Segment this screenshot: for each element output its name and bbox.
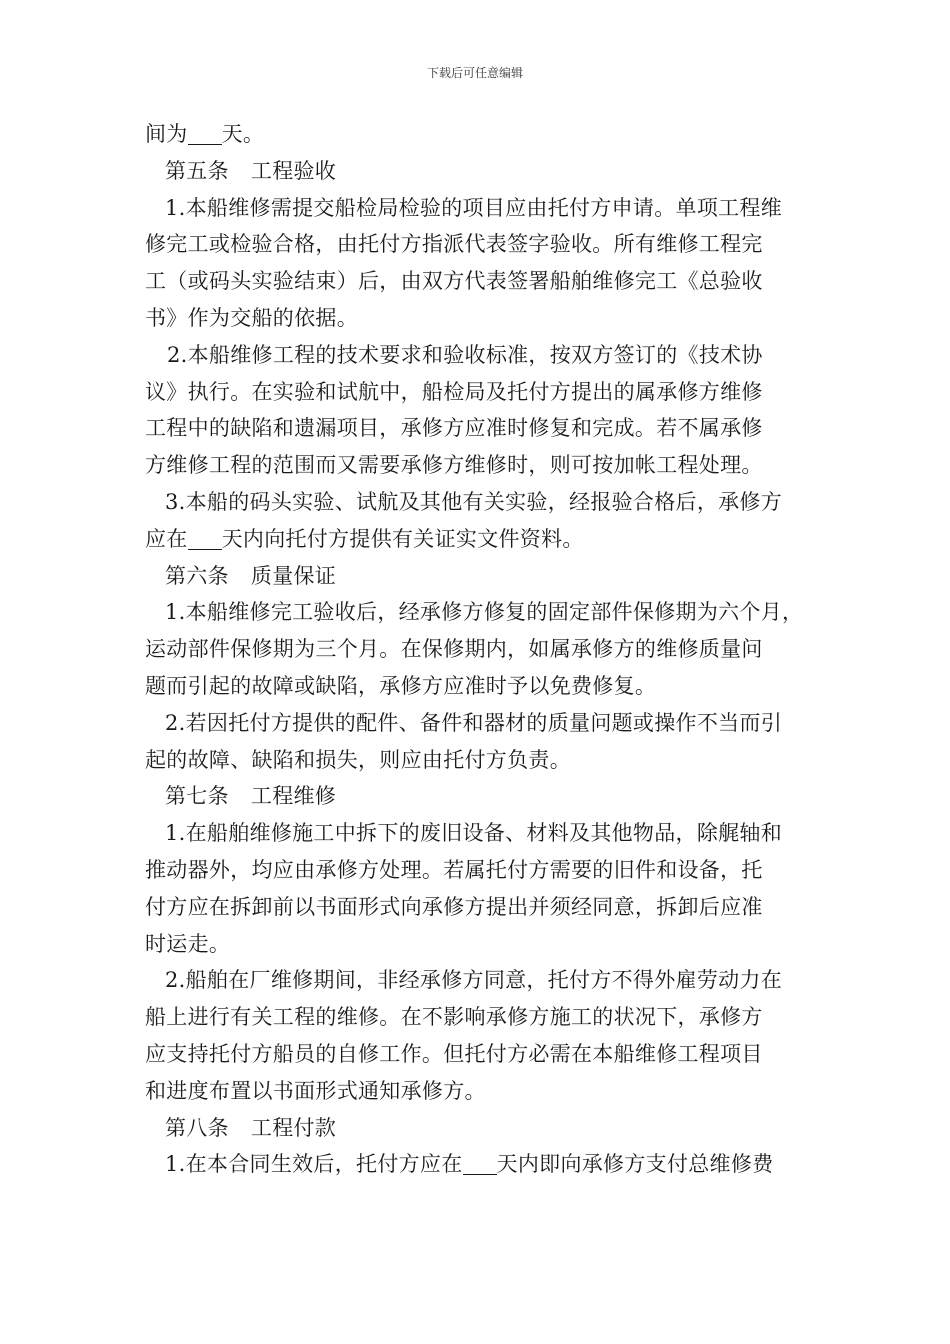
text-segment: 1.在船舶维修施工中拆下的废旧设备、材料及其他物品，除艉轴和 — [165, 821, 783, 846]
text-line — [145, 668, 815, 705]
article-title: 工程维修 — [250, 784, 337, 809]
text-line — [145, 1146, 815, 1183]
article-title: 质量保证 — [250, 563, 337, 588]
article-title: 工程验收 — [250, 158, 337, 183]
text-line — [145, 300, 815, 337]
text-segment: 付方应在拆卸前以书面形式向承修方提出并须经同意，拆卸后应准 — [145, 894, 763, 919]
text-segment: 议》执行。在实验和试航中，船检局及托付方提出的属承修方维修 — [145, 379, 763, 404]
text-line — [145, 374, 815, 411]
text-line — [145, 263, 815, 300]
text-segment: 修完工或检验合格，由托付方指派代表签字验收。所有维修工程完 — [145, 232, 763, 257]
text-line — [145, 521, 815, 558]
text-line — [145, 999, 815, 1036]
article-number: 第五条 — [165, 158, 229, 183]
article-number: 第六条 — [165, 563, 229, 588]
text-line — [145, 116, 815, 153]
section-heading — [145, 558, 815, 595]
text-line — [145, 447, 815, 484]
text-line — [145, 1073, 815, 1110]
text-line — [145, 631, 815, 668]
text-line — [145, 226, 815, 263]
document-body — [145, 116, 815, 1183]
text-line — [145, 1036, 815, 1073]
text-line — [145, 410, 815, 447]
text-segment: 工（或码头实验结束）后，由双方代表签署船舶维修完工《总验收 — [145, 269, 763, 294]
text-segment: 2.若因托付方提供的配件、备件和器材的质量问题或操作不当而引 — [165, 710, 783, 735]
text-segment: 2.本船维修工程的技术要求和验收标准，按双方签订的《技术协 — [167, 342, 763, 367]
text-segment: 起的故障、缺陷和损失，则应由托付方负责。 — [145, 747, 571, 772]
text-segment: 应支持托付方船员的自修工作。但托付方必需在本船维修工程项目 — [145, 1041, 763, 1066]
text-segment: 应在 — [145, 526, 188, 551]
article-title: 工程付款 — [250, 1115, 337, 1140]
text-segment: 题而引起的故障或缺陷，承修方应准时予以免费修复。 — [145, 673, 657, 698]
fill-in-blank — [188, 527, 222, 550]
text-line — [145, 889, 815, 926]
text-segment: 运动部件保修期为三个月。在保修期内，如属承修方的维修质量问 — [145, 637, 763, 662]
text-line — [145, 594, 815, 631]
text-segment: 推动器外，均应由承修方处理。若属托付方需要的旧件和设备，托 — [145, 857, 763, 882]
section-heading — [145, 153, 815, 190]
section-heading — [145, 778, 815, 815]
text-segment: 天内向托付方提供有关证实文件资料。 — [221, 526, 584, 551]
text-segment: 天内即向承修方支付总维修费 — [496, 1152, 774, 1177]
text-segment: 间为 — [145, 122, 188, 146]
text-line — [145, 852, 815, 889]
text-segment: 1.本船维修完工验收后，经承修方修复的固定部件保修期为六个月， — [165, 600, 804, 625]
text-segment: 工程中的缺陷和遗漏项目，承修方应准时修复和完成。若不属承修 — [145, 416, 763, 441]
article-number: 第七条 — [165, 784, 229, 809]
text-line — [145, 815, 815, 852]
text-line — [145, 190, 815, 227]
text-line — [145, 962, 815, 999]
text-segment: 时运走。 — [145, 931, 231, 956]
text-segment: 2.船舶在厂维修期间，非经承修方同意，托付方不得外雇劳动力在 — [165, 968, 783, 993]
fill-in-blank — [463, 1152, 497, 1175]
text-segment: 和进度布置以书面形式通知承修方。 — [145, 1078, 486, 1103]
text-line — [145, 705, 815, 742]
text-line — [145, 484, 815, 521]
text-segment: 天。 — [221, 122, 265, 146]
text-segment: 3.本船的码头实验、试航及其他有关实验，经报验合格后，承修方 — [165, 489, 783, 514]
text-line — [145, 337, 815, 374]
text-line — [145, 742, 815, 779]
text-line — [145, 926, 815, 963]
text-segment: 书》作为交船的依据。 — [145, 305, 358, 330]
fill-in-blank — [188, 122, 222, 145]
page-header: 下载后可任意编辑 — [426, 66, 523, 80]
text-segment: 方维修工程的范围而又需要承修方维修时，则可按加帐工程处理。 — [145, 453, 763, 478]
section-heading — [145, 1110, 815, 1147]
text-segment: 1.本船维修需提交船检局检验的项目应由托付方申请。单项工程维 — [165, 195, 783, 220]
text-segment: 船上进行有关工程的维修。在不影响承修方施工的状况下，承修方 — [145, 1005, 763, 1030]
article-number: 第八条 — [165, 1115, 229, 1140]
text-segment: 1.在本合同生效后，托付方应在 — [165, 1152, 463, 1177]
